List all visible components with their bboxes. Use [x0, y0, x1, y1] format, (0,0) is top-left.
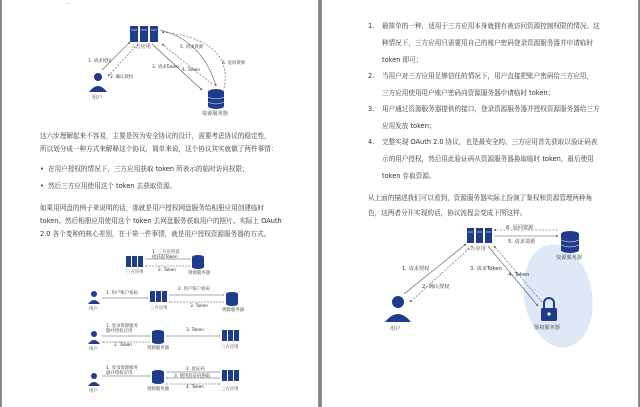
app-label: 三方应用	[130, 44, 151, 50]
app-label: 三方应用	[465, 246, 486, 252]
d4-user-label: 用户	[89, 347, 98, 352]
app-server-icon	[126, 256, 143, 267]
step-3-label: 3. 请求Token	[470, 266, 502, 272]
app-server-icon	[222, 330, 239, 341]
d5-step1: 1. 登录资源服务	[106, 366, 138, 371]
step-6-label: 6. 返回资源	[222, 61, 246, 66]
d5-step1b: 器并授权应用	[106, 371, 133, 376]
user-icon	[88, 291, 100, 304]
para-line1: 从上面的描述我们可以看到，资源服务器实际上扮演了鉴权和资源管理两种角	[368, 194, 593, 202]
d5-app-label: 三方应用	[221, 387, 239, 392]
d2-server-label: 资源服务器	[188, 271, 210, 276]
d4-step1: 1. 登录资源服务	[106, 324, 138, 329]
d3-app-label: 三方应用	[150, 306, 168, 311]
list-item: 3. 用户通过资源服务器提供的接口，登录资源服务器并授权资源服务器给三方	[368, 105, 600, 113]
d5-step2: 2. 验证码	[186, 367, 205, 372]
step-5-label: 5. 请求资源	[180, 45, 204, 50]
d2-app-label: 三方应用	[126, 270, 144, 275]
d3-step2: 2. 用户账户密码	[178, 287, 210, 292]
para-line2: 色，这两者分开实现的话，协议流程会变成下图这样。	[368, 209, 527, 217]
app-server-icon	[222, 370, 239, 381]
step-2-label: 2. 确认授权	[422, 284, 450, 290]
list-item-line: 种情况下，三方应用只需要用自己的账户密码登录资源服务器并申请临时	[382, 39, 593, 47]
d3-step3: 3. Token	[190, 304, 209, 309]
d4-step1b: 器并授权应用	[106, 329, 133, 334]
para1-line1: 这六步理解起来不容易，主要是因为安全协议的设计，需要考虑协议的稳定性，	[40, 132, 271, 140]
d2-step2: 2. Token	[158, 268, 177, 273]
page-header: ...	[66, 0, 71, 6]
list-item-line: token 即可；	[382, 56, 423, 64]
list-item-line: 三方应用使用用户账户密码向资源服务器申请临时 token；	[382, 89, 555, 97]
oauth-flow-diagram	[2, 0, 318, 120]
arrow-5	[160, 30, 216, 86]
user-icon	[88, 373, 100, 386]
auth-server-label: 鉴权服务器	[534, 325, 560, 331]
app-server-icon	[467, 228, 492, 243]
step-1-label: 1. 请求授权	[88, 59, 112, 64]
para1-line2: 所以划分成一种方式来解释这个协议，简单来说，这个协议其实就做了两件事情：	[40, 145, 278, 153]
database-icon	[226, 292, 238, 306]
user-label: 用户	[92, 95, 103, 101]
app-server-icon	[150, 291, 167, 302]
d2-step1: 1. 三方应用直	[152, 250, 180, 255]
step-1-label: 1. 请求授权	[402, 266, 430, 272]
list-item-line: 示的用户授权，然后用此验证码从资源服务器换取临时 token，最后使用	[382, 155, 594, 163]
bullet-item: • 在用户授权的情况下，三方应用获取 token 所表示的临时访问权限；	[40, 165, 249, 173]
arrow-6	[162, 32, 225, 88]
d5-step3: 3. 使用验证码换取	[174, 374, 211, 379]
step-6-label: 6. 返回资源	[506, 225, 534, 231]
database-icon	[561, 231, 579, 253]
d4-server-label: 资源服务器	[147, 346, 169, 351]
d3-step1: 1. 用户账户密码	[106, 291, 138, 296]
d5-user-label: 用户	[89, 389, 98, 394]
d4-step3: 3. Token	[186, 328, 205, 333]
database-icon	[152, 330, 164, 344]
list-item: 4. 完整实现 OAuth 2.0 协议，也是最安全的。三方应用首先获取以验证码表	[368, 138, 598, 146]
d3-server-label: 资源服务器	[222, 308, 244, 313]
step-5-label: 5. 请求资源	[508, 239, 536, 245]
para2-line1: 如果用网盘的例子来说明的话，那就是用户授权网盘服务给相册应用创建临时	[40, 204, 265, 212]
para2-line3: 2.0 各个变种的核心差别，在于第一件事情，就是用户授权资源服务器的方式。	[40, 230, 271, 238]
d5-step4: 4. Token	[186, 385, 205, 390]
d4-app-label: 三方应用	[221, 345, 239, 350]
list-item-line: token 存取资源。	[382, 172, 436, 180]
server-label: 资源服务器	[202, 111, 228, 117]
database-icon	[208, 89, 224, 109]
d2-step1b: 接获取Token	[152, 255, 178, 260]
arrow-1	[102, 42, 130, 70]
d5-server-label: 资源服务器	[147, 387, 169, 392]
para2-line2: token。然后相册应用使用这个 token 去网盘服务获取用户的照片。实际上 OAuth	[40, 217, 282, 225]
step-2-label: 2. 确认授权	[110, 75, 134, 80]
list-item: 2. 当用户对三方应用足够信任的情况下，用户直接把账户密码给三方应用，	[368, 72, 593, 80]
resource-server-label: 资源服务器	[556, 255, 582, 261]
user-icon	[88, 331, 100, 344]
bullet-item: • 然后三方应用使用这个 token 去获取资源。	[40, 182, 177, 190]
app-server-icon	[130, 26, 158, 42]
list-item-line: 应用发放 token；	[382, 122, 436, 130]
list-item: 1. 最简单的一种，适用于三方应用本身就拥有被访问资源控制权限的情况。这	[368, 22, 600, 30]
user-label: 用户	[390, 326, 401, 332]
d3-user-label: 用户	[89, 307, 98, 312]
user-icon	[385, 296, 411, 322]
database-icon	[152, 370, 164, 384]
database-icon	[192, 255, 204, 269]
right-page	[322, 0, 638, 407]
left-page	[2, 0, 318, 407]
user-icon	[89, 73, 107, 92]
step-4-label: 4. Token	[182, 68, 201, 73]
d4-step2: 2. Token	[114, 343, 133, 348]
step-3-label: 3. 请求Token	[152, 65, 179, 70]
step-4-label: 4. Token	[508, 272, 530, 278]
